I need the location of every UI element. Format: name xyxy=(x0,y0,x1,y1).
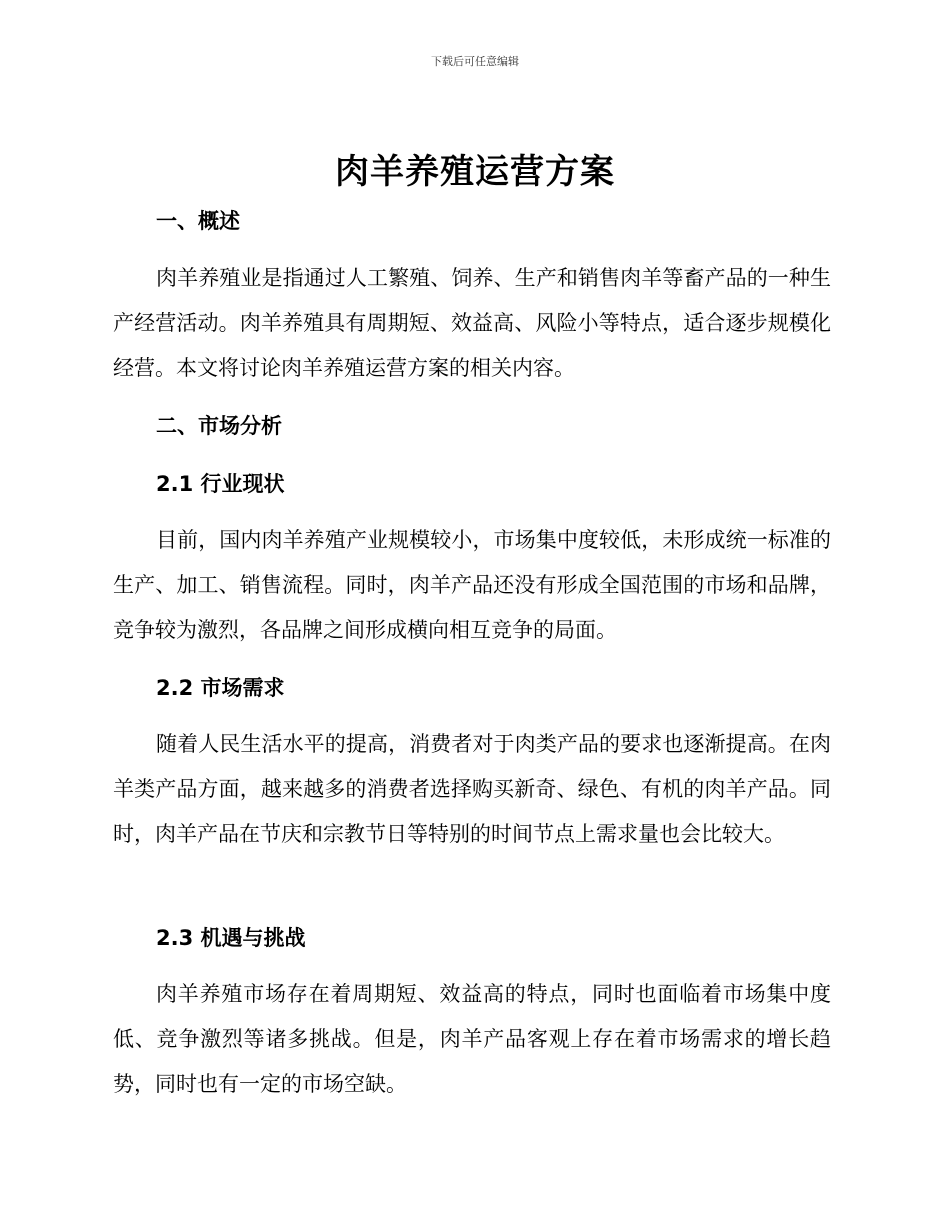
subsection-heading-industry-status: 2.1 行业现状 xyxy=(156,472,285,496)
paragraph-overview: 肉羊养殖业是指通过人工繁殖、饲养、生产和销售肉羊等畜产品的一种生产经营活动。肉羊养殖具有周期短、效益高、风险小等特点，适合逐步规模化经营。本文将讨论肉羊养殖运营方案的相关内容。 xyxy=(113,266,831,380)
section-heading-market-analysis: 二、市场分析 xyxy=(156,414,282,438)
paragraph-industry-status: 目前，国内肉羊养殖产业规模较小，市场集中度较低，未形成统一标准的生产、加工、销售流程。同时，肉羊产品还没有形成全国范围的市场和品牌，竞争较为激烈，各品牌之间形成横向相互竞争的局面。 xyxy=(113,528,831,642)
subsection-heading-opportunities-challenges: 2.3 机遇与挑战 xyxy=(156,926,306,950)
section-heading-overview: 一、概述 xyxy=(156,209,240,233)
header-note: 下载后可任意编辑 xyxy=(431,55,519,68)
document-title: 肉羊养殖运营方案 xyxy=(335,152,615,192)
paragraph-opportunities-challenges: 肉羊养殖市场存在着周期短、效益高的特点，同时也面临着市场集中度低、竞争激烈等诸多挑战。但是，肉羊产品客观上存在着市场需求的增长趋势，同时也有一定的市场空缺。 xyxy=(113,982,831,1096)
paragraph-market-demand: 随着人民生活水平的提高，消费者对于肉类产品的要求也逐渐提高。在肉羊类产品方面，越来越多的消费者选择购买新奇、绿色、有机的肉羊产品。同时，肉羊产品在节庆和宗教节日等特别的时间节点上需求量也会比较大。 xyxy=(113,732,831,846)
subsection-heading-market-demand: 2.2 市场需求 xyxy=(156,676,285,700)
